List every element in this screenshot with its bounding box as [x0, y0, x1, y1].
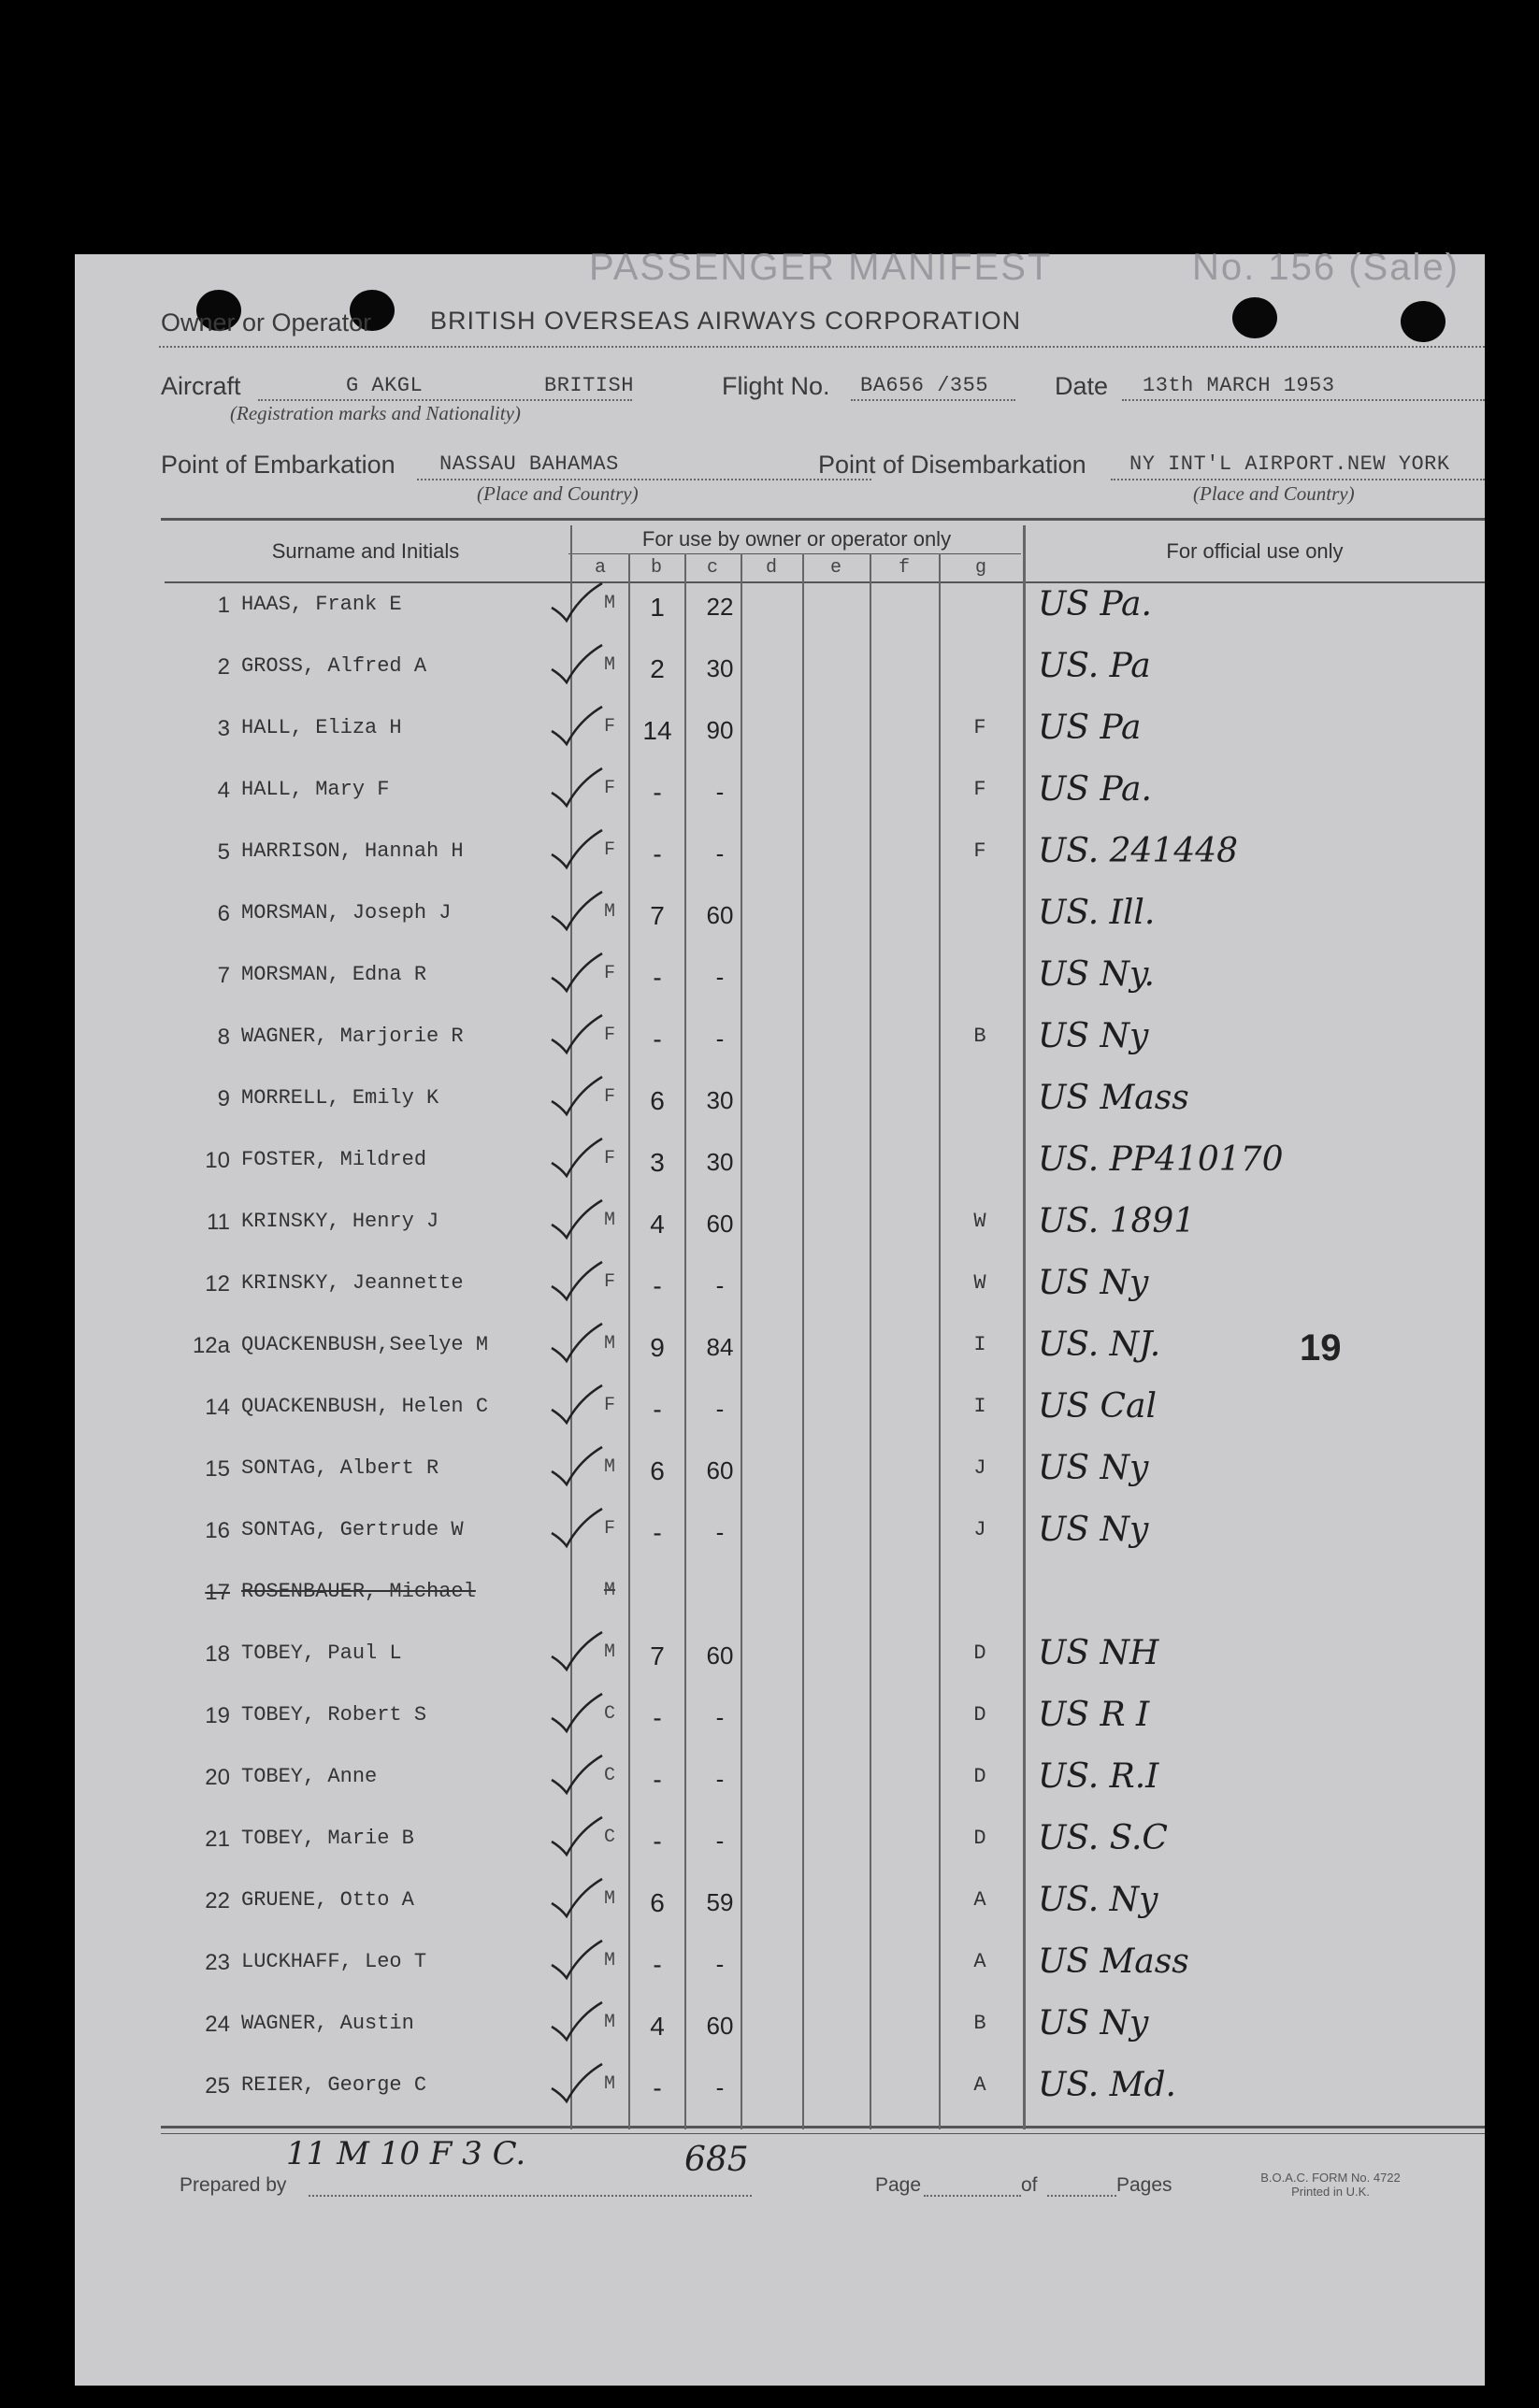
- col-divider-a: [628, 553, 630, 2129]
- cell-c: -: [715, 2073, 725, 2101]
- row-number: 24: [205, 2012, 230, 2037]
- official-entry: US. 241448: [1038, 832, 1239, 870]
- cell-c: -: [715, 839, 725, 867]
- pages-label: Pages: [1116, 2174, 1172, 2196]
- table-bottom-rule-2: [161, 2133, 1485, 2134]
- check-mark-stroke: [552, 1941, 602, 1978]
- check-mark-icon: [548, 888, 604, 935]
- cell-b: 6: [650, 1086, 665, 1115]
- cell-g: A: [973, 2073, 986, 2097]
- cell-g: I: [973, 1395, 986, 1418]
- flight-label: Flight No.: [722, 372, 830, 400]
- check-mark-stroke: [552, 2064, 602, 2101]
- cell-b: -: [653, 1025, 662, 1054]
- passenger-name: HALL, Eliza H: [241, 716, 402, 739]
- check-mark-icon: [548, 1011, 604, 1058]
- official-entry: US. NJ.: [1038, 1326, 1161, 1364]
- check-mark-icon: [548, 580, 604, 626]
- cell-b: -: [653, 839, 662, 868]
- official-entry: US NH: [1038, 1634, 1159, 1672]
- row-number: 16: [205, 1518, 230, 1543]
- row-number: 1: [217, 593, 230, 618]
- cell-b: 4: [650, 1210, 665, 1239]
- punch-hole-right-2: [1401, 301, 1446, 342]
- punch-hole-right-1: [1232, 297, 1277, 338]
- check-mark-icon: [548, 1628, 604, 1675]
- row-number: 15: [205, 1456, 230, 1482]
- check-mark-stroke: [552, 1200, 602, 1238]
- printed-in-text: Printed in U.K.: [1291, 2185, 1370, 2199]
- check-mark-icon: [548, 1505, 604, 1552]
- table-bottom-rule-1: [161, 2126, 1485, 2128]
- row-number: 10: [205, 1148, 230, 1173]
- check-mark-stroke: [552, 768, 602, 806]
- aircraft-sublabel: (Registration marks and Nationality): [230, 402, 521, 424]
- cell-c: 60: [706, 1641, 734, 1670]
- cell-c: -: [715, 1271, 725, 1299]
- header-owner-use: For use by owner or operator only: [641, 527, 952, 551]
- cell-sex: F: [603, 839, 615, 861]
- official-entry: US Ny.: [1038, 955, 1155, 994]
- passenger-name: SONTAG, Gertrude W: [241, 1518, 464, 1541]
- passenger-name: TOBEY, Robert S: [241, 1703, 427, 1727]
- cell-g: A: [973, 1888, 986, 1912]
- check-mark-stroke: [552, 1509, 602, 1546]
- cell-g: J: [973, 1518, 986, 1541]
- cell-c: -: [715, 1025, 725, 1053]
- aircraft-label: Aircraft: [161, 372, 241, 400]
- operator-label: Owner or Operator: [161, 308, 372, 337]
- passenger-name: WAGNER, Marjorie R: [241, 1025, 464, 1048]
- passenger-name: KRINSKY, Jeannette: [241, 1271, 464, 1295]
- col-divider-official: [1023, 525, 1026, 2129]
- aircraft-registration: G AKGL: [346, 374, 424, 397]
- official-entry: US Pa.: [1038, 770, 1152, 809]
- row-number: 12a: [192, 1333, 230, 1358]
- cell-b: -: [653, 1950, 662, 1979]
- official-entry: US Pa.: [1038, 585, 1152, 624]
- official-entry: US Ny: [1038, 1264, 1149, 1302]
- disembark-dots: [1111, 479, 1485, 480]
- handwritten-total: 685: [684, 2141, 749, 2179]
- cell-sex: F: [603, 1148, 615, 1169]
- cell-g: D: [973, 1641, 986, 1665]
- check-mark-stroke: [552, 830, 602, 867]
- cell-sex: F: [603, 1086, 615, 1108]
- check-mark-icon: [548, 1382, 604, 1428]
- cell-b: -: [653, 1827, 662, 1856]
- passenger-name: MORSMAN, Edna R: [241, 963, 427, 986]
- row-number: 3: [217, 716, 230, 741]
- page-label: Page: [875, 2174, 922, 2196]
- check-mark-stroke: [552, 892, 602, 929]
- passenger-name: KRINSKY, Henry J: [241, 1210, 439, 1233]
- passenger-name: HAAS, Frank E: [241, 593, 402, 616]
- check-mark-icon: [548, 1690, 604, 1737]
- passenger-name: TOBEY, Paul L: [241, 1641, 402, 1665]
- cell-g: F: [973, 778, 986, 801]
- check-mark-stroke: [552, 1694, 602, 1731]
- cell-c: 59: [706, 1888, 734, 1916]
- date-dots: [1122, 399, 1485, 401]
- check-mark-stroke: [552, 645, 602, 682]
- cell-sex: C: [603, 1827, 615, 1848]
- cell-sex: M: [603, 901, 615, 923]
- row-number: 22: [205, 1888, 230, 1914]
- check-mark-icon: [548, 1135, 604, 1182]
- row-number: 21: [205, 1827, 230, 1852]
- check-mark-stroke: [552, 953, 602, 991]
- page-dots: [924, 2195, 1021, 2197]
- cell-b: 7: [650, 1641, 665, 1670]
- cell-sex: C: [603, 1703, 615, 1725]
- check-mark-icon: [548, 703, 604, 750]
- row-number: 9: [217, 1086, 230, 1111]
- passenger-name: HALL, Mary F: [241, 778, 390, 801]
- check-mark-stroke: [552, 583, 602, 621]
- official-entry: US R I: [1038, 1696, 1150, 1734]
- cell-sex: C: [603, 1765, 615, 1786]
- official-entry: US. S.C: [1038, 1819, 1168, 1857]
- col-divider-e: [870, 553, 871, 2129]
- flight-number: BA656 /355: [860, 374, 989, 397]
- cell-g: F: [973, 716, 986, 739]
- sub-column-c: c: [706, 557, 718, 579]
- cell-b: 1: [650, 593, 665, 622]
- side-number: 19: [1300, 1327, 1342, 1369]
- cell-b: -: [653, 1703, 662, 1732]
- col-divider-b: [684, 553, 686, 2129]
- check-mark-stroke: [552, 1385, 602, 1423]
- cell-b: 2: [650, 654, 665, 683]
- row-number: 2: [217, 654, 230, 680]
- check-mark-icon: [548, 1999, 604, 2045]
- cell-c: 90: [706, 716, 734, 744]
- cell-b: -: [653, 1271, 662, 1300]
- check-mark-icon: [548, 1752, 604, 1799]
- row-number: 12: [205, 1271, 230, 1297]
- cell-sex: F: [603, 1395, 615, 1416]
- embark-sublabel: (Place and Country): [477, 482, 639, 505]
- cell-g: B: [973, 1025, 986, 1048]
- official-entry: US. Ny: [1038, 1881, 1158, 1919]
- official-entry: US Ny: [1038, 1511, 1149, 1549]
- cell-sex: M: [603, 2073, 615, 2095]
- cell-sex: M: [603, 1888, 615, 1910]
- prepared-by-dots: [309, 2195, 752, 2197]
- cell-c: 60: [706, 1456, 734, 1484]
- flight-dots: [851, 399, 1015, 401]
- row-number: 8: [217, 1025, 230, 1050]
- operator-dots: [159, 346, 1485, 348]
- cell-c: 30: [706, 1148, 734, 1176]
- passenger-name: GRUENE, Otto A: [241, 1888, 414, 1912]
- embark-label: Point of Embarkation: [161, 451, 396, 479]
- col-divider-d: [802, 553, 804, 2129]
- manifest-number: No. 156 (Sale): [1192, 247, 1460, 288]
- sub-column-a: a: [594, 557, 606, 579]
- cell-c: 60: [706, 1210, 734, 1238]
- row-number: 7: [217, 963, 230, 988]
- col-divider-f: [939, 553, 941, 2129]
- passenger-name: ROSENBAUER, Michael: [241, 1580, 476, 1603]
- embark-value: NASSAU BAHAMAS: [439, 452, 619, 476]
- cell-b: 6: [650, 1888, 665, 1917]
- check-mark-icon: [548, 1073, 604, 1120]
- cell-sex: M: [603, 1641, 615, 1663]
- official-entry: US. Md.: [1038, 2066, 1176, 2104]
- check-mark-stroke: [552, 1324, 602, 1361]
- official-entry: US. 1891: [1038, 1202, 1196, 1240]
- check-mark-stroke: [552, 1077, 602, 1114]
- official-entry: US Mass: [1038, 1079, 1189, 1117]
- form-number-text: B.O.A.C. FORM No. 4722: [1260, 2171, 1401, 2185]
- aircraft-dots: [258, 399, 632, 401]
- sub-column-b: b: [650, 557, 662, 579]
- header-surname: Surname and Initials: [271, 539, 460, 563]
- passenger-name: TOBEY, Anne: [241, 1765, 378, 1788]
- cell-g: I: [973, 1333, 986, 1356]
- check-mark-stroke: [552, 1262, 602, 1299]
- prepared-by-label: Prepared by: [180, 2174, 287, 2196]
- table-top-rule: [161, 518, 1485, 521]
- cell-b: -: [653, 778, 662, 807]
- cell-g: W: [973, 1210, 986, 1233]
- cell-c: -: [715, 1950, 725, 1978]
- check-mark-stroke: [552, 1756, 602, 1793]
- official-entry: US. Pa: [1038, 647, 1151, 685]
- passenger-name: SONTAG, Albert R: [241, 1456, 439, 1480]
- row-number: 5: [217, 839, 230, 865]
- operator-value: BRITISH OVERSEAS AIRWAYS CORPORATION: [430, 307, 1022, 335]
- official-entry: US Mass: [1038, 1942, 1189, 1981]
- cell-sex: F: [603, 1518, 615, 1540]
- cell-sex: F: [603, 778, 615, 799]
- sub-column-f: f: [898, 557, 910, 579]
- check-mark-icon: [548, 1813, 604, 1860]
- cell-b: -: [653, 1765, 662, 1794]
- cell-g: D: [973, 1827, 986, 1850]
- cell-c: -: [715, 963, 725, 991]
- cell-g: J: [973, 1456, 986, 1480]
- row-number: 17: [205, 1580, 230, 1605]
- check-mark-icon: [548, 1875, 604, 1922]
- cell-b: 14: [642, 716, 672, 745]
- check-mark-stroke: [552, 2002, 602, 2040]
- cell-c: -: [715, 1703, 725, 1731]
- check-mark-stroke: [552, 1015, 602, 1053]
- row-number: 23: [205, 1950, 230, 1975]
- check-mark-icon: [548, 1197, 604, 1243]
- official-entry: US Ny: [1038, 1449, 1149, 1487]
- check-mark-stroke: [552, 1879, 602, 1916]
- cell-b: -: [653, 1518, 662, 1547]
- sub-column-g: g: [974, 557, 986, 579]
- cell-c: -: [715, 1518, 725, 1546]
- check-mark-stroke: [552, 1447, 602, 1484]
- passenger-name: QUACKENBUSH, Helen C: [241, 1395, 489, 1418]
- check-mark-stroke: [552, 1139, 602, 1176]
- cell-b: -: [653, 963, 662, 992]
- row-number: 14: [205, 1395, 230, 1420]
- row-number: 19: [205, 1703, 230, 1728]
- disembark-label: Point of Disembarkation: [818, 451, 1086, 479]
- header-official-use: For official use only: [1166, 539, 1344, 563]
- check-mark-icon: [548, 765, 604, 811]
- check-mark-icon: [548, 950, 604, 996]
- official-entry: US. Ill.: [1038, 894, 1156, 932]
- disembark-value: NY INT'L AIRPORT.NEW YORK: [1129, 452, 1450, 476]
- official-entry: US Ny: [1038, 1017, 1149, 1055]
- cell-sex: M: [603, 1456, 615, 1478]
- row-number: 11: [207, 1210, 230, 1235]
- cell-c: 60: [706, 901, 734, 929]
- cell-b: 4: [650, 2012, 665, 2041]
- check-mark-stroke: [552, 707, 602, 744]
- passenger-name: MORRELL, Emily K: [241, 1086, 439, 1110]
- cell-b: 3: [650, 1148, 665, 1177]
- cell-b: 7: [650, 901, 665, 930]
- cell-b: -: [653, 2073, 662, 2102]
- check-mark-icon: [548, 1443, 604, 1490]
- cell-g: F: [973, 839, 986, 863]
- official-entry: US. PP410170: [1038, 1140, 1284, 1179]
- official-entry: US Cal: [1038, 1387, 1157, 1426]
- handwritten-count: 11 M 10 F 3 C.: [286, 2135, 526, 2172]
- passenger-name: REIER, George C: [241, 2073, 427, 2097]
- cell-c: -: [715, 1395, 725, 1423]
- cell-c: -: [715, 1765, 725, 1793]
- official-entry: US Ny: [1038, 2004, 1149, 2042]
- passenger-name: TOBEY, Marie B: [241, 1827, 414, 1850]
- sub-column-d: d: [765, 557, 777, 579]
- passenger-name: LUCKHAFF, Leo T: [241, 1950, 427, 1973]
- embark-dots: [417, 479, 871, 480]
- check-mark-icon: [548, 2060, 604, 2107]
- row-number: 25: [205, 2073, 230, 2099]
- date-value: 13th MARCH 1953: [1143, 374, 1335, 397]
- cell-c: 22: [706, 593, 734, 621]
- row-number: 4: [217, 778, 230, 803]
- cell-c: 60: [706, 2012, 734, 2040]
- cell-sex: M: [603, 654, 615, 676]
- cell-sex: F: [603, 1025, 615, 1046]
- cell-c: 84: [706, 1333, 734, 1361]
- cell-sex: F: [603, 716, 615, 738]
- check-mark-icon: [548, 641, 604, 688]
- official-entry: US. R.I: [1038, 1757, 1159, 1796]
- row-number: 18: [205, 1641, 230, 1667]
- cell-sex: M: [603, 1333, 615, 1354]
- check-mark-icon: [548, 1258, 604, 1305]
- form-number: [1260, 2171, 1401, 2199]
- passenger-name: FOSTER, Mildred: [241, 1148, 427, 1171]
- aircraft-nationality: BRITISH: [544, 374, 634, 397]
- row-number: 6: [217, 901, 230, 926]
- passenger-name: MORSMAN, Joseph J: [241, 901, 452, 924]
- row-number: 20: [205, 1765, 230, 1790]
- cell-c: 30: [706, 1086, 734, 1114]
- cell-sex: M: [603, 2012, 615, 2033]
- date-label: Date: [1055, 372, 1109, 400]
- manifest-sheet: [75, 247, 1485, 2386]
- cell-sex: M: [603, 1210, 615, 1231]
- cell-c: -: [715, 778, 725, 806]
- of-label: of: [1021, 2174, 1038, 2196]
- passenger-name: QUACKENBUSH,Seelye M: [241, 1333, 489, 1356]
- cell-g: D: [973, 1765, 986, 1788]
- cell-sex: M: [603, 1950, 615, 1971]
- passenger-name: HARRISON, Hannah H: [241, 839, 464, 863]
- passenger-name: WAGNER, Austin: [241, 2012, 414, 2035]
- cell-b: 6: [650, 1456, 665, 1485]
- official-entry: US Pa: [1038, 709, 1142, 747]
- cell-sex: M: [603, 593, 615, 614]
- passenger-name: GROSS, Alfred A: [241, 654, 427, 678]
- disembark-sublabel: (Place and Country): [1193, 482, 1355, 505]
- page-title: PASSENGER MANIFEST: [589, 247, 1053, 288]
- cell-g: W: [973, 1271, 986, 1295]
- check-mark-stroke: [552, 1817, 602, 1855]
- check-mark-icon: [548, 1937, 604, 1984]
- check-mark-icon: [548, 1320, 604, 1367]
- cell-sex: M: [603, 1580, 615, 1601]
- cell-sex: F: [603, 1271, 615, 1293]
- cell-c: 30: [706, 654, 734, 682]
- of-dots: [1047, 2195, 1116, 2197]
- cell-sex: F: [603, 963, 615, 984]
- cell-b: -: [653, 1395, 662, 1424]
- table-header-rule: [165, 581, 1485, 583]
- cell-c: -: [715, 1827, 725, 1855]
- owner-sub-rule: [568, 553, 1021, 554]
- check-mark-stroke: [552, 1632, 602, 1670]
- cell-b: 9: [650, 1333, 665, 1362]
- check-mark-icon: [548, 826, 604, 873]
- sub-column-e: e: [829, 557, 841, 579]
- cell-g: A: [973, 1950, 986, 1973]
- cell-g: D: [973, 1703, 986, 1727]
- cell-g: B: [973, 2012, 986, 2035]
